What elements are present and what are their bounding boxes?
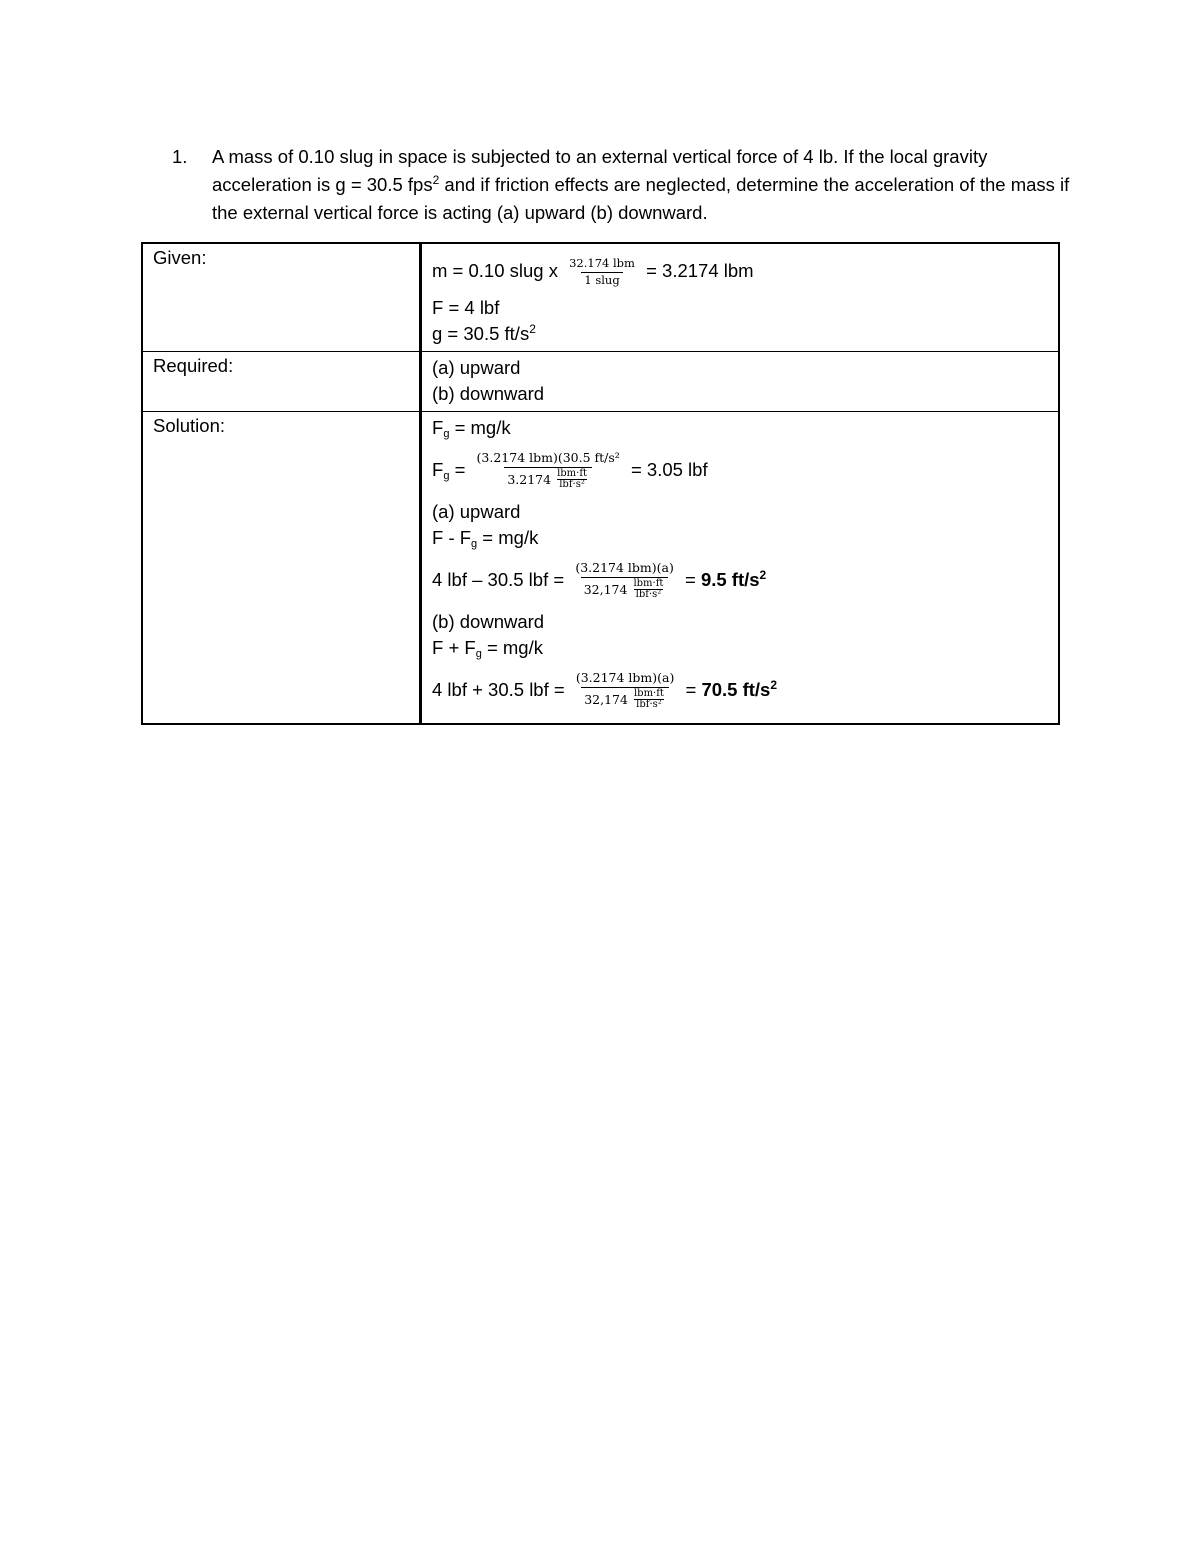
fg-fraction xyxy=(474,451,623,490)
up-calc-prefix: 4 lbf – 30.5 lbf = xyxy=(432,569,565,590)
fg-den-coefficient: 3.2174 xyxy=(507,471,552,487)
up-eq-lhs: F - F xyxy=(432,527,472,548)
given-gravity-line xyxy=(432,321,1048,347)
down-calc-prefix: 4 lbf + 30.5 lbf = xyxy=(432,679,565,700)
up-eq-rhs: = mg/k xyxy=(477,527,539,548)
mass-frac-denominator: 1 slug xyxy=(581,272,622,287)
down-den-gc-den: lbf·s² xyxy=(636,699,662,711)
fg-calc-equals: = xyxy=(449,459,466,480)
down-fraction xyxy=(573,671,678,710)
problem-text-superscript: 2 xyxy=(432,173,440,187)
required-a: (a) upward xyxy=(432,357,521,378)
downward-label: (b) downward xyxy=(432,611,545,632)
gravity-text: g = 30.5 ft/s xyxy=(432,323,530,344)
down-frac-numerator: (3.2174 lbm)(a) xyxy=(575,670,675,686)
mass-result: = 3.2174 lbm xyxy=(646,260,754,281)
given-content xyxy=(421,243,1060,352)
fg-calc-symbol: F xyxy=(432,459,444,480)
down-frac-denominator xyxy=(581,687,669,711)
given-label: Given: xyxy=(142,243,421,352)
up-result-superscript: 2 xyxy=(759,568,767,582)
fg-def-rhs: = mg/k xyxy=(449,417,511,438)
down-result-value: 70.5 ft/s xyxy=(701,679,771,700)
fg-result: = 3.05 lbf xyxy=(630,459,708,480)
fg-calc-subscript: g xyxy=(443,470,450,482)
fg-calculation xyxy=(432,441,1048,499)
up-eq-subscript: g xyxy=(471,538,478,550)
given-force-line: F = 4 lbf xyxy=(432,297,500,318)
given-row xyxy=(142,243,1059,352)
problem-statement xyxy=(172,143,1072,227)
given-mass-line xyxy=(432,247,1048,295)
down-eq-rhs: = mg/k xyxy=(481,637,543,658)
up-den-coefficient: 32,174 xyxy=(583,581,628,597)
down-eq-lhs: F + F xyxy=(432,637,476,658)
down-den-gc-fraction xyxy=(632,689,666,711)
up-result-value: 9.5 ft/s xyxy=(700,569,760,590)
problem-number: 1. xyxy=(172,146,188,167)
upward-equation xyxy=(432,525,1048,551)
up-frac-denominator xyxy=(581,577,669,601)
gravity-superscript: 2 xyxy=(529,322,536,336)
required-b: (b) downward xyxy=(432,383,545,404)
up-frac-numerator: (3.2174 lbm)(a) xyxy=(575,560,674,576)
upward-calculation xyxy=(432,551,1048,609)
downward-equation xyxy=(432,635,1048,661)
mass-frac-numerator: 32.174 lbm xyxy=(569,256,635,271)
solution-label: Solution: xyxy=(142,412,421,725)
upward-label: (a) upward xyxy=(432,501,521,522)
problem-text-part1: A mass of 0.10 slug in space is subjected to an external vertical force of 4 lb. If the local gravity acceleration is g = 30.5 fps xyxy=(212,146,988,195)
fg-den-gc-den: lbf·s² xyxy=(559,479,585,491)
fg-def-symbol: F xyxy=(432,417,444,438)
solution-content xyxy=(421,412,1060,725)
up-result-equals: = xyxy=(684,569,696,590)
problem-text xyxy=(212,143,1072,227)
up-den-gc-fraction xyxy=(631,579,665,601)
up-fraction xyxy=(572,561,677,600)
mass-prefix: m = 0.10 slug x xyxy=(432,260,558,281)
fg-frac-denominator xyxy=(504,467,592,491)
up-den-gc-den: lbf·s² xyxy=(635,589,662,601)
down-result xyxy=(701,679,777,700)
required-content xyxy=(421,352,1060,412)
required-row xyxy=(142,352,1059,412)
problem-text-part2: and if friction effects are neglected, determine the acceleration of the mass if the external vertical force is acting (a) upward (b) downward. xyxy=(212,174,1070,223)
solution-table xyxy=(141,242,1060,725)
fg-frac-numerator: (3.2174 lbm)(30.5 ft/s² xyxy=(476,450,620,466)
fg-den-gc-num: lbm·ft xyxy=(557,467,588,479)
down-eq-subscript: g xyxy=(475,648,482,660)
down-result-superscript: 2 xyxy=(770,678,778,692)
up-result xyxy=(701,569,766,590)
up-den-gc-num: lbm·ft xyxy=(633,577,664,589)
fg-def-subscript: g xyxy=(443,428,450,440)
solution-row xyxy=(142,412,1059,725)
required-label: Required: xyxy=(142,352,421,412)
mass-conversion-fraction xyxy=(566,257,638,286)
downward-calculation xyxy=(432,661,1048,719)
down-den-coefficient: 32,174 xyxy=(584,691,628,707)
down-result-equals: = xyxy=(685,679,697,700)
fg-den-gc-fraction xyxy=(555,469,589,491)
fg-definition xyxy=(432,415,1048,441)
down-den-gc-num: lbm·ft xyxy=(633,687,664,699)
